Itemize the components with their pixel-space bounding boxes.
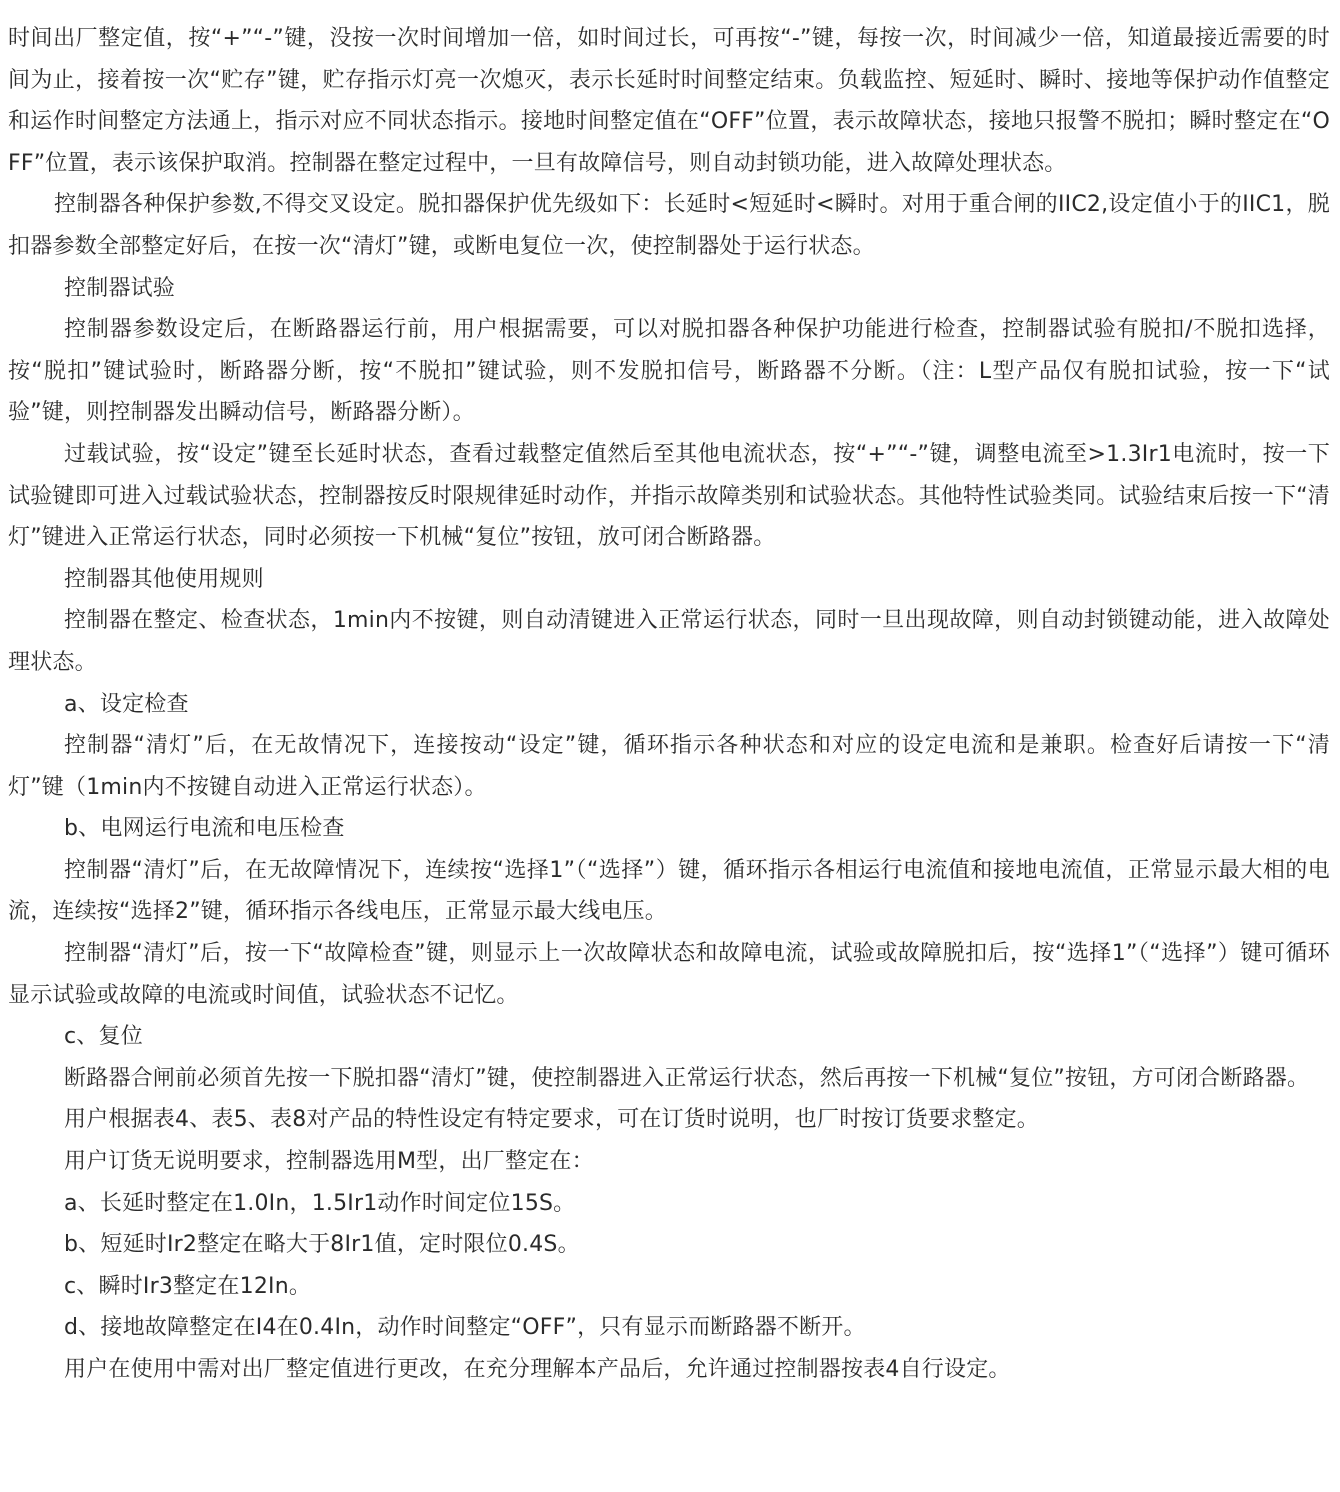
heading-reset: c、复位 <box>64 1024 143 1050</box>
list-item-ground-fault: d、接地故障整定在I4在0.4In，动作时间整定“OFF”，只有显示而断路器不断开。 <box>64 1315 866 1341</box>
heading-setting-check: a、设定检查 <box>64 691 189 717</box>
paragraph-time-setting: 时间出厂整定值，按“+”“-”键，没按一次时间增加一倍，如时间过长，可再按“-”键，每按一次，时间减少一倍，知道最接近需要的时间为止，接着按一次“贮存”键，贮存指示灯亮一次熄灭，表示长延时时间整定结束。负载监控、短延时、瞬时、接地等保护动作值整定和运作时间整定方法通上，指示对应不同状态指示。接地时间整定值在“OFF”位置，表示故障状态，接地只报警不脱扣；瞬时整定在“OFF”位置，表示该保护取消。控制器在整定过程中，一旦有故障信号，则自动封锁功能，进入故障处理状态。 <box>8 26 1330 176</box>
heading-other-rules: 控制器其他使用规则 <box>64 566 264 592</box>
paragraph-factory-default: 用户订货无说明要求，控制器选用M型，出厂整定在： <box>64 1149 594 1175</box>
paragraph-other-rules: 控制器在整定、检查状态，1min内不按键，则自动清键进入正常运行状态，同时一旦出现故障，则自动封锁键动能，进入故障处理状态。 <box>8 608 1330 675</box>
paragraph-reset: 断路器合闸前必须首先按一下脱扣器“清灯”键，使控制器进入正常运行状态，然后再按一下机械“复位”按钮，方可闭合断路器。 <box>64 1065 1310 1091</box>
paragraph-controller-test: 控制器参数设定后，在断路器运行前，用户根据需要，可以对脱扣器各种保护功能进行检查，控制器试验有脱扣/不脱扣选择，按“脱扣”键试验时，断路器分断，按“不脱扣”键试验，则不发脱扣信号，断路器不分断。（注：L型产品仅有脱扣试验，按一下“试验”键，则控制器发出瞬动信号，断路器分断）。 <box>8 317 1330 426</box>
paragraph-grid-current-voltage: 控制器“清灯”后，在无故障情况下，连续按“选择1”（“选择”）键，循环指示各相运行电流值和接地电流值，正常显示最大相的电流，连续按“选择2”键，循环指示各线电压，正常显示最大线电压。 <box>8 857 1330 925</box>
paragraph-order-requirements: 用户根据表4、表5、表8对产品的特性设定有特定要求，可在订货时说明，也厂时按订货要求整定。 <box>64 1107 1039 1133</box>
heading-grid-current-voltage: b、电网运行电流和电压检查 <box>64 816 345 842</box>
list-item-long-delay: a、长延时整定在1.0In，1.5Ir1动作时间定位15S。 <box>64 1190 576 1216</box>
heading-controller-test: 控制器试验 <box>64 275 176 301</box>
list-item-instantaneous: c、瞬时Ir3整定在12In。 <box>64 1273 312 1299</box>
list-item-short-delay: b、短延时Ir2整定在略大于8Ir1值，定时限位0.4S。 <box>64 1232 580 1258</box>
paragraph-fault-check: 控制器“清灯”后，按一下“故障检查”键，则显示上一次故障状态和故障电流，试验或故障脱扣后，按“选择1”（“选择”）键可循环显示试验或故障的电流或时间值，试验状态不记忆。 <box>8 941 1330 1008</box>
paragraph-protection-priority: 控制器各种保护参数,不得交叉设定。脱扣器保护优先级如下：长延时<短延时<瞬时。对用于重合闸的IIC2,设定值小于的IIC1，脱扣器参数全部整定好后，在按一次“清灯”键，或断电复位一次，使控制器处于运行状态。 <box>8 192 1330 259</box>
paragraph-user-change: 用户在使用中需对出厂整定值进行更改，在充分理解本产品后，允许通过控制器按表4自行设定。 <box>64 1357 1011 1382</box>
paragraph-setting-check: 控制器“清灯”后，在无故情况下，连接按动“设定”键，循环指示各种状态和对应的设定电流和是兼职。检查好后请按一下“清灯”键（1min内不按键自动进入正常运行状态）。 <box>8 733 1330 800</box>
paragraph-overload-test: 过载试验，按“设定”键至长延时状态，查看过载整定值然后至其他电流状态，按“+”“-”键，调整电流至>1.3Ir1电流时，按一下试验键即可进入过载试验状态，控制器按反时限规律延时动作，并指示故障类别和试验状态。其他特性试验类同。试验结束后按一下“清灯”键进入正常运行状态，同时必须按一下机械“复位”按钮，放可闭合断路器。 <box>8 441 1330 551</box>
